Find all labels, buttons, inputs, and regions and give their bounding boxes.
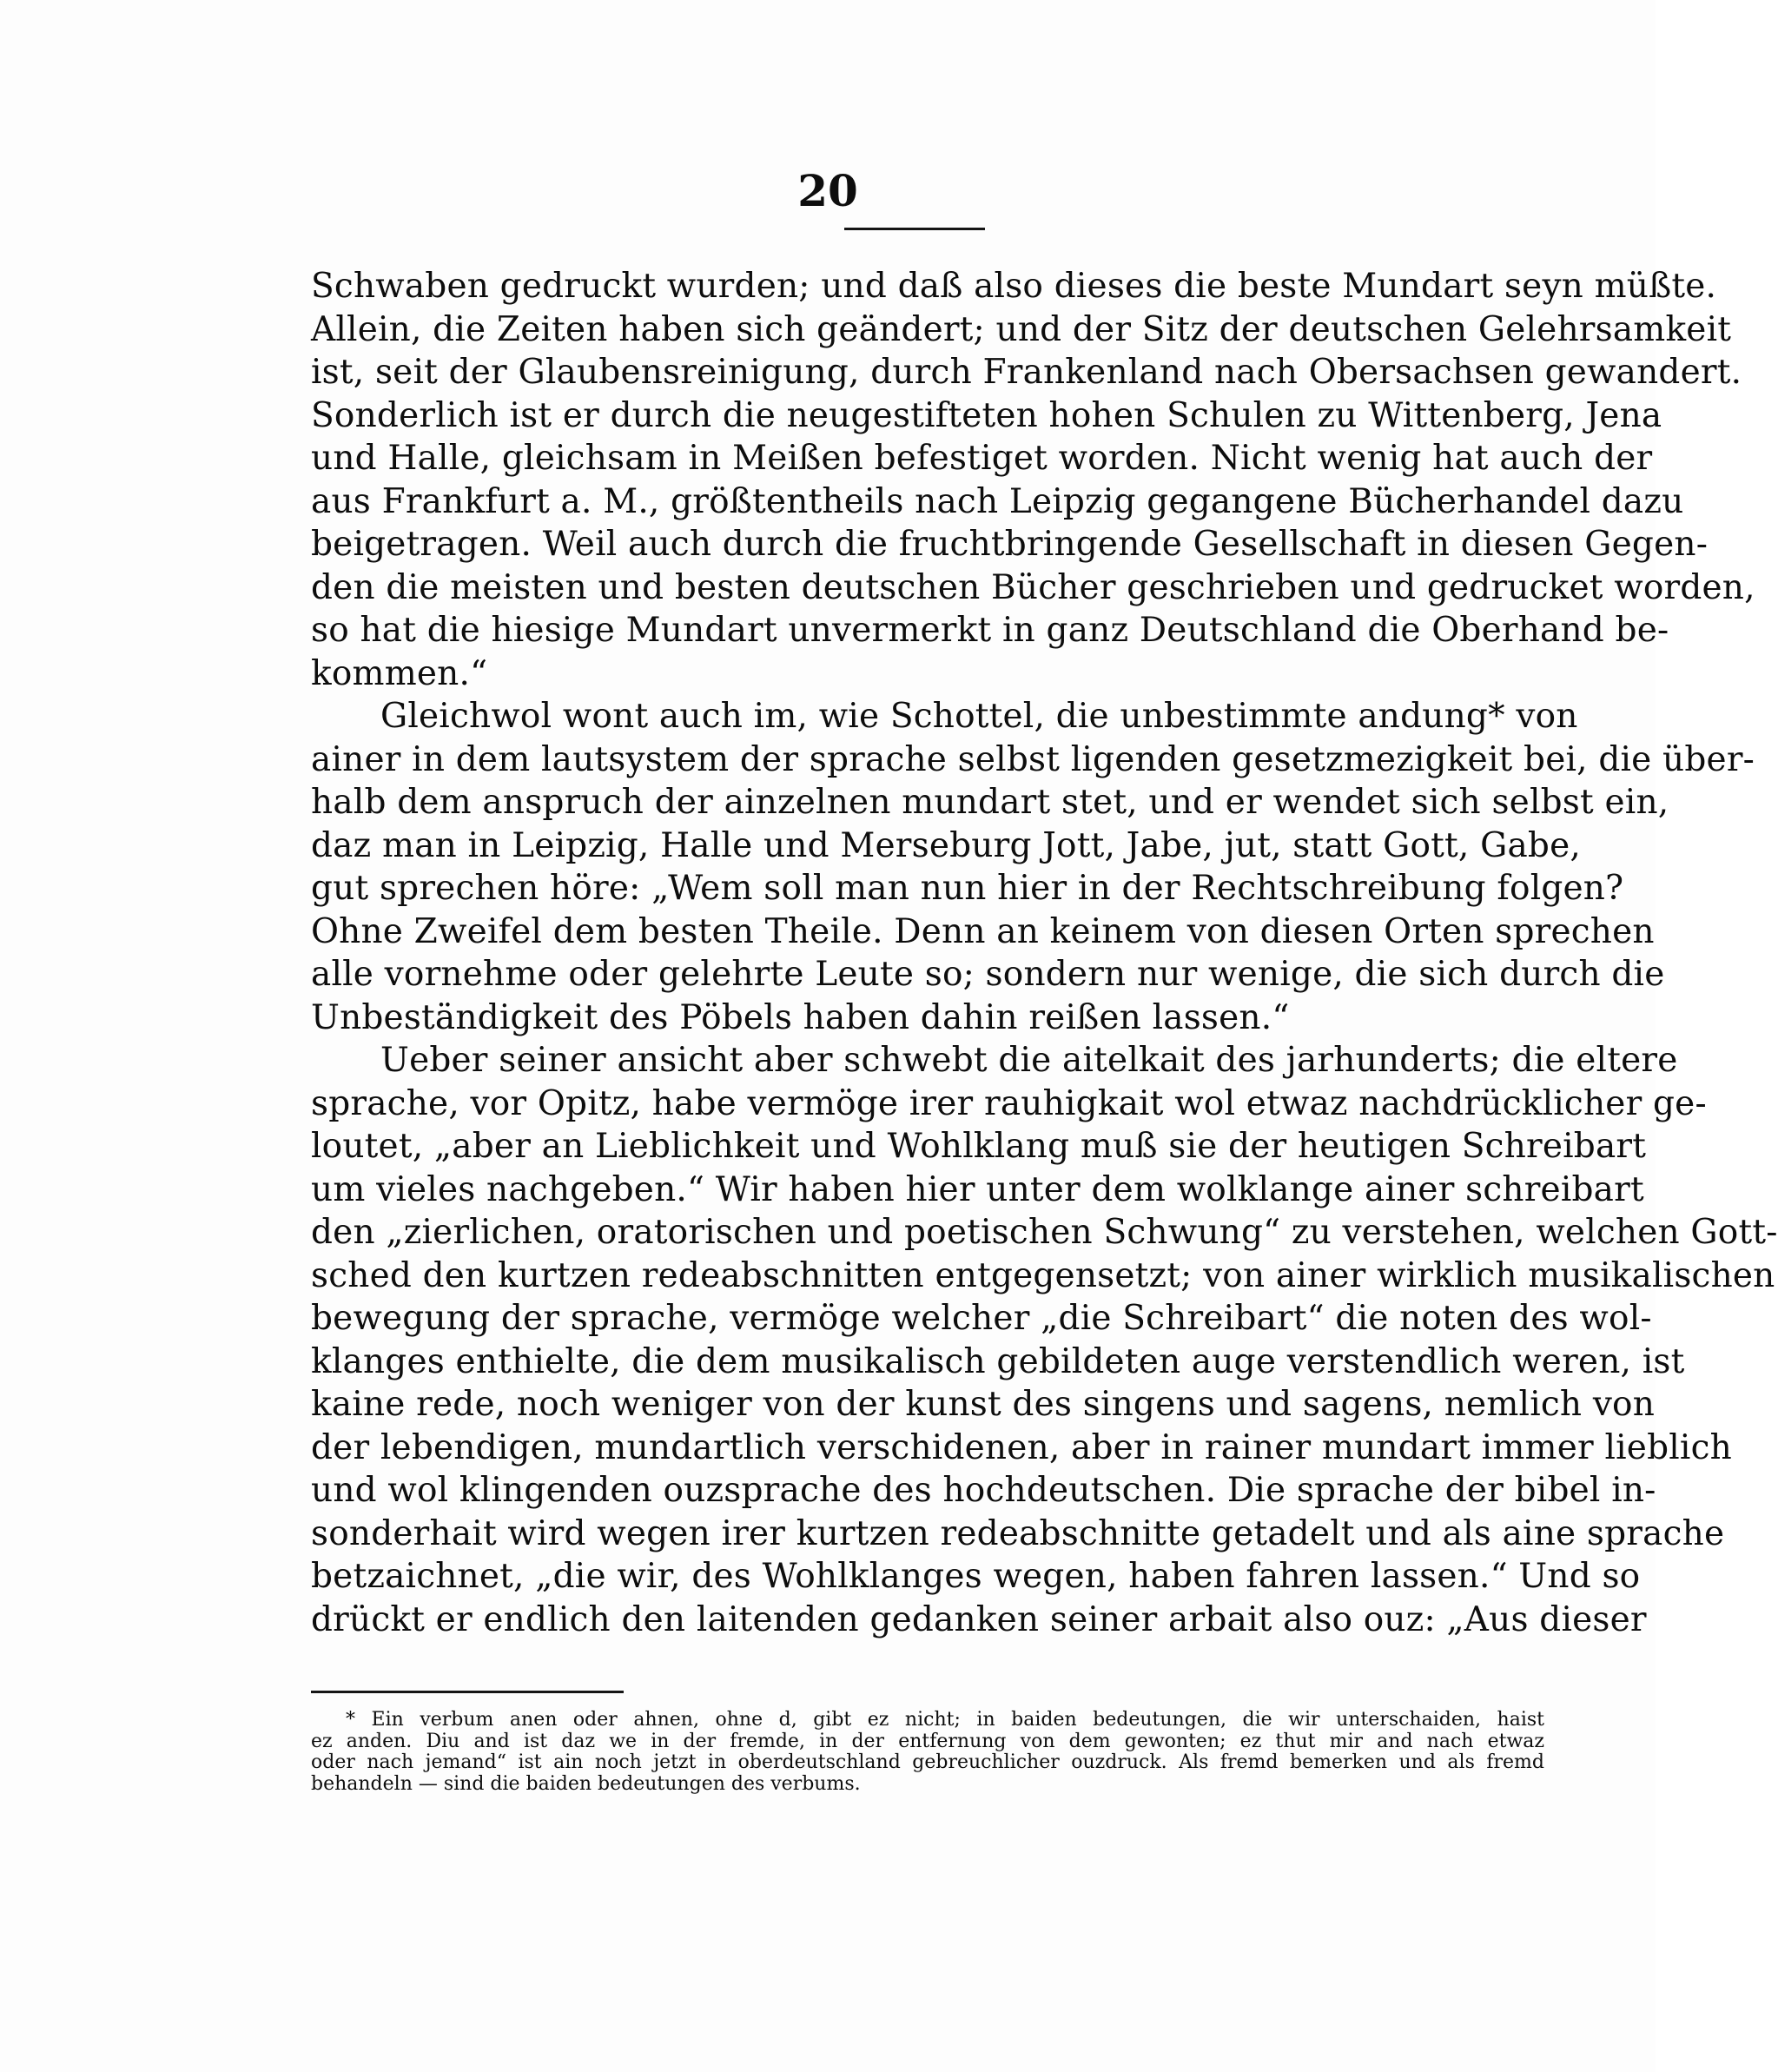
footnote-block xyxy=(311,1710,1544,1795)
footnote-separator xyxy=(311,1691,624,1693)
text-line: halb dem anspruch der ainzelnen mundart stet, und er wendet sich selbst ein, xyxy=(311,783,1669,822)
text-line: aus Frankfurt a. M., größtentheils nach Leipzig gegangene Bücherhandel dazu xyxy=(311,481,1684,521)
text-line: Schwaben gedruckt wurden; und daß also dieses die beste Mundart seyn müßte. xyxy=(311,267,1717,306)
text-line: Gleichwol wont auch im, wie Schottel, die unbestimmte andung* von xyxy=(380,697,1578,736)
text-line: sonderhait wird wegen irer kurtzen redeabschnitte getadelt und als aine sprache xyxy=(311,1513,1725,1553)
footnote-line: * Ein verbum anen oder ahnen, ohne d, gibt ez nicht; in baiden bedeutungen, die wir unterschaiden, haist xyxy=(346,1709,1544,1731)
text-line: der lebendigen, mundartlich verschidenen, aber in rainer mundart immer lieblich xyxy=(311,1427,1732,1467)
text-line: so hat die hiesige Mundart unvermerkt in ganz Deutschland die Oberhand be- xyxy=(311,611,1669,650)
text-line: drückt er endlich den laitenden gedanken seiner arbait also ouz: „Aus dieser xyxy=(311,1599,1647,1639)
text-line: betzaichnet, „die wir, des Wohlklanges wegen, haben fahren lassen.“ Und so xyxy=(311,1557,1641,1596)
text-line: und Halle, gleichsam in Meißen befestiget worden. Nicht wenig hat auch der xyxy=(311,439,1653,478)
text-line: sprache, vor Opitz, habe vermöge irer rauhigkait wol etwaz nachdrücklicher ge- xyxy=(311,1083,1707,1123)
text-line: daz man in Leipzig, Halle und Merseburg Jott, Jabe, jut, statt Gott, Gabe, xyxy=(311,825,1581,865)
footnote-line: ez anden. Diu and ist daz we in der fremde, in der entfernung von dem gewonten; ez thut mir and nach etwaz xyxy=(311,1730,1544,1752)
text-line: Sonderlich ist er durch die neugestifteten hohen Schulen zu Wittenberg, Jena xyxy=(311,395,1662,435)
text-line: loutet, „aber an Lieblichkeit und Wohlklang muß sie der heutigen Schreibart xyxy=(311,1127,1647,1166)
main-text-block xyxy=(311,265,1778,1641)
text-line: den die meisten und besten deutschen Bücher geschrieben und gedrucket worden, xyxy=(311,567,1755,607)
footnote-line: oder nach jemand“ ist ain noch jetzt in oberdeutschland gebreuchlicher ouzdruck. Als fremd bemerken und als fremd xyxy=(311,1751,1544,1773)
text-line: Unbeständigkeit des Pöbels haben dahin reißen lassen.“ xyxy=(311,997,1290,1037)
text-line: gut sprechen höre: „Wem soll man nun hier in der Rechtschreibung folgen? xyxy=(311,869,1624,908)
text-line: Ueber seiner ansicht aber schwebt die aitelkait des jarhunderts; die eltere xyxy=(380,1041,1678,1080)
text-line: alle vornehme oder gelehrte Leute so; sondern nur wenige, die sich durch die xyxy=(311,955,1665,994)
text-line: kaine rede, noch weniger von der kunst des singens und sagens, nemlich von xyxy=(311,1385,1656,1424)
text-line: um vieles nachgeben.“ Wir haben hier unter dem wolklange ainer schreibart xyxy=(311,1169,1644,1209)
text-line: und wol klingenden ouzsprache des hochdeutschen. Die sprache der bibel in- xyxy=(311,1471,1656,1510)
text-line: den „zierlichen, oratorischen und poetischen Schwung“ zu verstehen, welchen Gott- xyxy=(311,1213,1778,1252)
page-number-rule xyxy=(844,228,985,230)
text-line: bewegung der sprache, vermöge welcher „die Schreibart“ die noten des wol- xyxy=(311,1299,1652,1338)
text-line: ist, seit der Glaubensreinigung, durch Frankenland nach Obersachsen gewandert. xyxy=(311,353,1742,392)
text-line: Allein, die Zeiten haben sich geändert; und der Sitz der deutschen Gelehrsamkeit xyxy=(311,309,1732,349)
text-line: beigetragen. Weil auch durch die fruchtbringende Gesellschaft in diesen Gegen- xyxy=(311,525,1709,564)
text-line: sched den kurtzen redeabschnitten entgegensetzt; von ainer wirklich musikalischen xyxy=(311,1255,1775,1295)
text-line: Ohne Zweifel dem besten Theile. Denn an keinem von diesen Orten sprechen xyxy=(311,911,1655,951)
text-line: klanges enthielte, die dem musikalisch gebildeten auge verstendlich weren, ist xyxy=(311,1341,1685,1381)
page-number: 20 xyxy=(797,165,858,216)
text-line: kommen.“ xyxy=(311,653,488,693)
text-line: ainer in dem lautsystem der sprache selbst ligenden gesetzmezigkeit bei, die über- xyxy=(311,739,1755,779)
footnote-line: behandeln — sind die baiden bedeutungen des verbums. xyxy=(311,1772,861,1795)
